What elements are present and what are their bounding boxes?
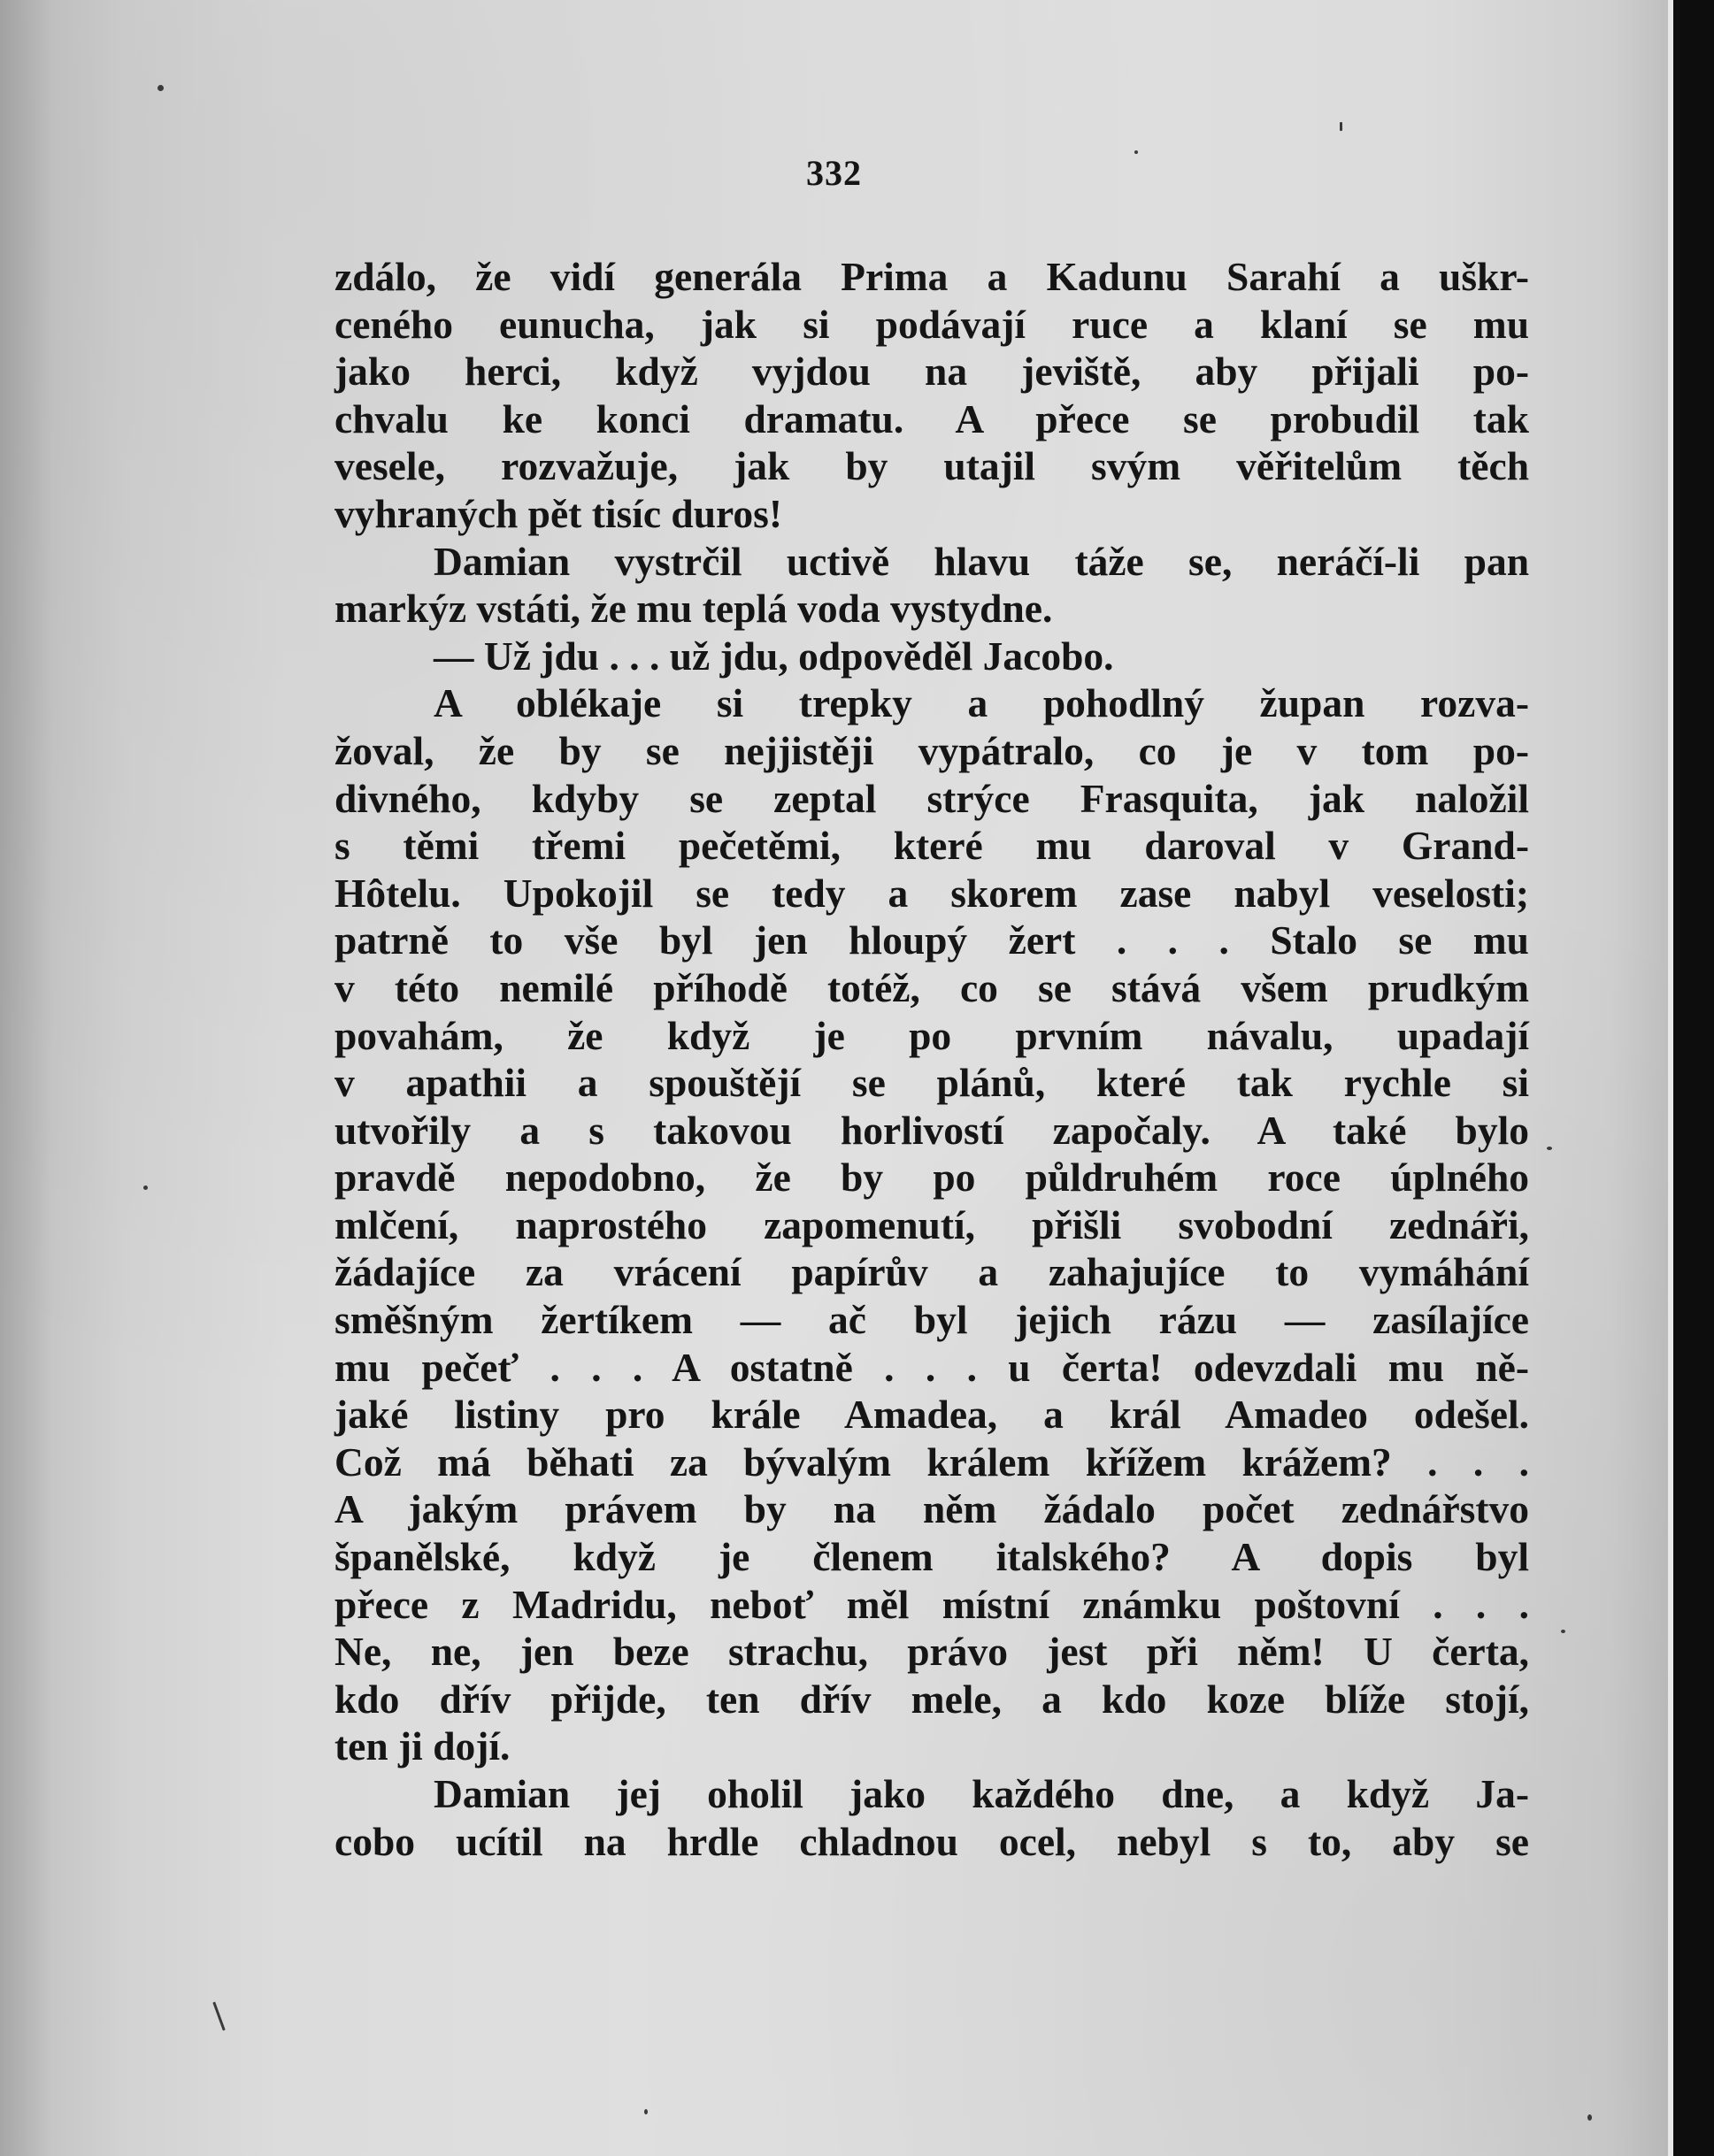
text-line: žádajíce za vrácení papírův a zahajujíce to vymáhání: [334, 1249, 1529, 1295]
print-speck: [212, 2002, 225, 2031]
text-line: Damian jej oholil jako každého dne, a když Ja-: [434, 1771, 1529, 1816]
page-number: 332: [806, 153, 862, 193]
text-line: s těmi třemi pečetěmi, které mu daroval v Grand-: [334, 823, 1529, 869]
text-line: povahám, že když je po prvním návalu, upadají: [334, 1012, 1529, 1058]
text-line: žoval, že by se nejjistěji vypátralo, co je v tom po-: [334, 727, 1529, 773]
text-line: markýz vstáti, že mu teplá voda vystydne.: [334, 586, 1053, 632]
text-line: pravdě nepodobno, že by po půldruhém roce úplného: [334, 1155, 1529, 1201]
print-speck: [158, 85, 164, 91]
text-line: přece z Madridu, neboť měl místní známku poštovní . . .: [334, 1581, 1529, 1627]
text-line: patrně to vše byl jen hloupý žert . . . Stalo se mu: [334, 917, 1529, 963]
print-speck: [1340, 122, 1342, 131]
text-line: vyhraných pět tisíc duros!: [334, 490, 783, 536]
text-line: v apathii a spouštějí se plánů, které tak rychle si: [334, 1060, 1529, 1106]
text-line: mu pečeť . . . A ostatně . . . u čerta! odevzdali mu ně-: [334, 1344, 1529, 1390]
page-border-line: [1668, 0, 1673, 2156]
text-line: Ne, ne, jen beze strachu, právo jest při něm! U čerta,: [334, 1629, 1529, 1675]
text-line: cobo ucítil na hrdle chladnou ocel, nebyl s to, aby se: [334, 1818, 1529, 1864]
text-line: vesele, rozvažuje, jak by utajil svým věřitelům těch: [334, 443, 1529, 489]
text-line: jaké listiny pro krále Amadea, a král Amadeo odešel.: [334, 1392, 1529, 1438]
page-edge-shadow: [0, 0, 53, 2156]
text-line: A jakým právem by na něm žádalo počet zednářstvo: [334, 1486, 1529, 1532]
text-line: španělské, když je členem italského? A dopis byl: [334, 1534, 1529, 1580]
text-line: v této nemilé příhodě totéž, co se stává všem prudkým: [334, 964, 1529, 1010]
text-line: chvalu ke konci dramatu. A přece se probudil tak: [334, 395, 1529, 441]
text-line: divného, kdyby se zeptal strýce Frasquita, jak naložil: [334, 775, 1529, 821]
text-line: Což má běhati za bývalým králem křížem krážem? . . .: [334, 1439, 1529, 1485]
text-line: Damian vystrčil uctivě hlavu táže se, neráčí-li pan: [434, 538, 1529, 584]
print-speck: [1587, 2114, 1592, 2121]
print-speck: [143, 1185, 148, 1190]
text-line: A oblékaje si trepky a pohodlný župan rozva-: [434, 680, 1529, 726]
text-line: ten ji dojí.: [334, 1723, 511, 1769]
text-line: zdálo, že vidí generála Prima a Kadunu Sarahí a uškr-: [334, 254, 1529, 299]
text-line: mlčení, naprostého zapomenutí, přišli svobodní zednáři,: [334, 1201, 1529, 1247]
text-line: Hôtelu. Upokojil se tedy a skorem zase nabyl veselosti;: [334, 870, 1529, 916]
print-speck: [644, 2109, 648, 2114]
text-line: — Už jdu . . . už jdu, odpověděl Jacobo.: [434, 633, 1114, 679]
text-line: směšným žertíkem — ač byl jejich rázu — zasílajíce: [334, 1297, 1529, 1343]
text-line: kdo dřív přijde, ten dřív mele, a kdo koze blíže stojí,: [334, 1676, 1529, 1722]
text-line: utvořily a s takovou horlivostí započaly. A také bylo: [334, 1107, 1529, 1153]
text-line: jako herci, když vyjdou na jeviště, aby přijali po-: [334, 349, 1529, 395]
print-speck: [1561, 1630, 1565, 1633]
print-speck: [1547, 1147, 1552, 1150]
text-line: ceného eunucha, jak si podávají ruce a klaní se mu: [334, 301, 1529, 347]
body-text: [334, 253, 1529, 1865]
